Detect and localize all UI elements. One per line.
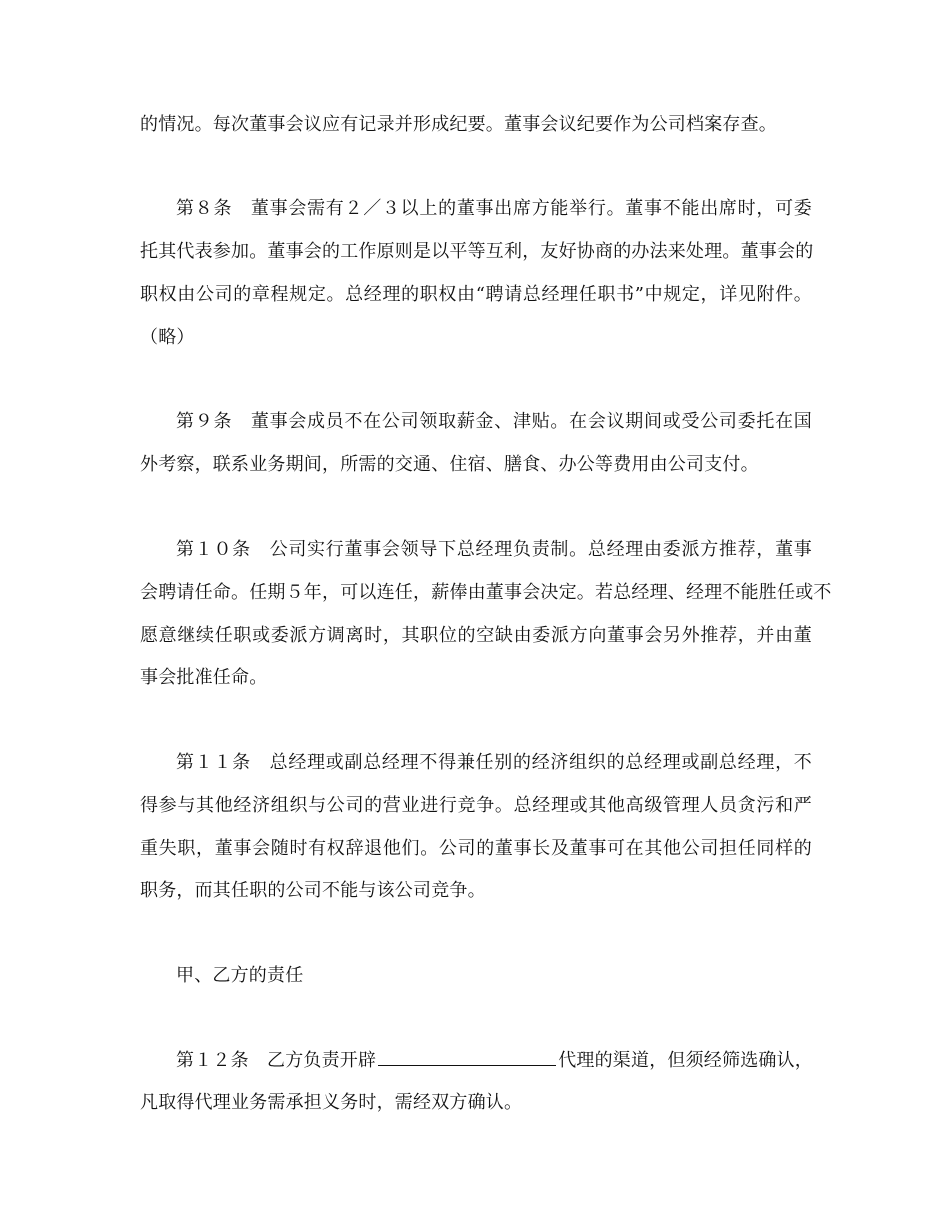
article-12-line-1 <box>176 1047 812 1074</box>
article-10-line-1: 第１０条 公司实行董事会领导下总经理负责制。总经理由委派方推荐，董事 <box>176 539 812 560</box>
article-11-line-2: 得参与其他经济组织与公司的营业进行竞争。总经理或其他高级管理人员贪污和严 <box>140 795 812 816</box>
article-10-line-4: 事会批准任命。 <box>140 667 268 688</box>
article-8-line-3: 职权由公司的章程规定。总经理的职权由“聘请总经理任职书”中规定，详见附件。 <box>140 284 812 305</box>
article-11-line-3: 重失职，董事会随时有权辞退他们。公司的董事长及董事可在其他公司担任同样的 <box>140 838 812 859</box>
article-12-text-before-blank: 第１２条 乙方负责开辟 <box>176 1050 377 1071</box>
article-8-line-1: 第８条 董事会需有２／３以上的董事出席方能举行。董事不能出席时，可委 <box>176 198 812 219</box>
article-12-text-after-blank: 代理的渠道，但须经筛选确认， <box>558 1050 814 1071</box>
article-9-line-1: 第９条 董事会成员不在公司领取薪金、津贴。在会议期间或受公司委托在国 <box>176 411 812 432</box>
article-12-line-2: 凡取得代理业务需承担义务时，需经双方确认。 <box>140 1092 523 1113</box>
fill-in-blank <box>378 1047 556 1066</box>
paragraph-continuation-line: 的情况。每次董事会议应有记录并形成纪要。董事会议纪要作为公司档案存查。 <box>140 114 777 135</box>
article-10-line-3: 愿意继续任职或委派方调离时，其职位的空缺由委派方向董事会另外推荐，并由董 <box>140 625 812 646</box>
article-11-line-4: 职务，而其任职的公司不能与该公司竞争。 <box>140 880 486 901</box>
article-10-line-2: 会聘请任命。任期５年，可以连任，薪俸由董事会决定。若总经理、经理不能胜任或不 <box>140 582 832 603</box>
article-8-line-4: （略） <box>140 327 195 348</box>
article-9-line-2: 外考察，联系业务期间，所需的交通、住宿、膳食、办公等费用由公司支付。 <box>140 454 759 475</box>
section-heading-responsibilities: 甲、乙方的责任 <box>176 965 304 986</box>
article-11-line-1: 第１１条 总经理或副总经理不得兼任别的经济组织的总经理或副总经理，不 <box>176 752 812 773</box>
article-8-line-2: 托其代表参加。董事会的工作原则是以平等互利，友好协商的办法来处理。董事会的 <box>140 241 814 262</box>
